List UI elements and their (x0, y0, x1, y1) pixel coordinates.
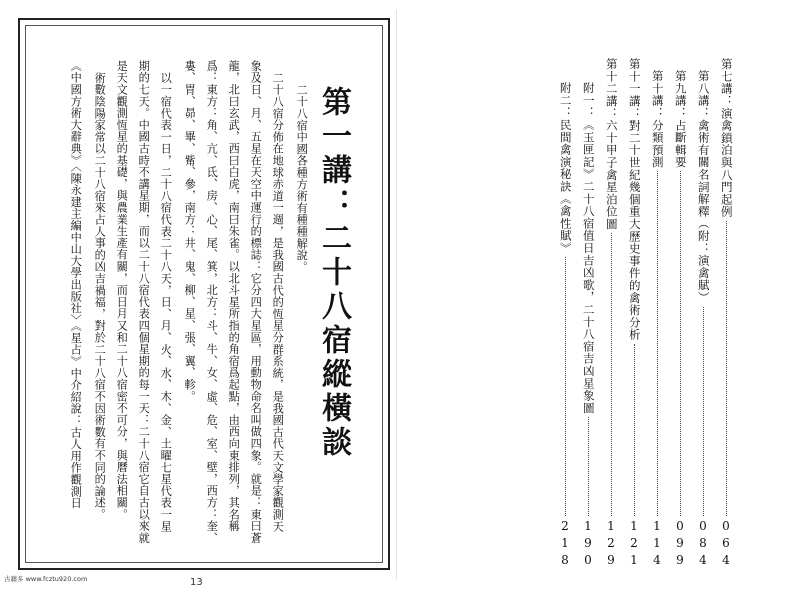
toc-leader (565, 257, 566, 516)
toc-entry (582, 82, 594, 570)
toc-entry-title: 第九講：占斷輯要 (673, 70, 688, 169)
page-number: 13 (190, 577, 203, 588)
toc-entry-title: 第十講：分類預測 (650, 70, 665, 169)
toc-entry-page: 114 (650, 519, 664, 570)
site-watermark: 古籍多 www.fcztu920.com (4, 575, 88, 583)
body-line: 婁、胃、昴、畢、觜、參，南方：井、鬼、柳、星、張、翼、軫。 (183, 60, 197, 403)
toc-entry-page: 099 (673, 519, 687, 570)
page-gutter (396, 10, 397, 580)
toc-entry (605, 58, 617, 570)
body-line: 以一宿代表一日，二十八宿代表二十八天，日、月、火、水、木、金、土曜七星代表一星 (159, 72, 173, 533)
toc-entry (720, 58, 732, 570)
toc-entry (651, 70, 663, 570)
toc-leader (611, 233, 612, 516)
toc-entry-title: 第七講：演禽鎖泊與八門起例 (719, 58, 734, 218)
toc-entry-title: 附一：《玉匣記》二十八宿值日吉凶歌，二十八宿吉凶星象圖 (581, 82, 596, 415)
left-page (18, 18, 390, 570)
body-line: 是天文觀測恆星的基礎，與農業生產有關，而日月又和二十八宿密不可分，與曆法相關。 (115, 60, 129, 521)
toc-entry (628, 58, 640, 570)
body-line: 二十八宿分佈在地球赤道一週，是我國古代的恆星分群系統，是我國古代天文學家觀測天 (271, 72, 285, 533)
toc-leader (657, 171, 658, 516)
toc-entry-page: 121 (627, 519, 641, 570)
toc-leader (703, 307, 704, 516)
toc-leader (588, 417, 589, 516)
toc-entry (697, 70, 709, 570)
body-line: 二十八宿中國各種方術有種種解說。 (295, 84, 309, 273)
body-line: 術數陰陽家常以二十八宿來占人事的凶吉禍福，對於二十八宿不因術數有不同的論述。 (93, 72, 107, 521)
body-line: 爲：東方：角、亢、氐、房、心、尾、箕，北方：斗、牛、女、虛、危、室、壁，西方：奎、 (205, 60, 219, 544)
toc-entry-title: 第八講：禽術有關名詞解釋（附：演禽賦） (696, 70, 711, 304)
body-line: 象及日、月、五星在天空中運行的標誌：它分四大星區，用動物命名叫做四象。就是：東曰蒼 (249, 60, 263, 544)
right-page-toc (404, 18, 776, 570)
chapter-title: 第一講：二十八宿縱橫談 (316, 86, 351, 460)
toc-entry-page: 190 (581, 519, 595, 570)
toc-leader (726, 221, 727, 516)
toc-entry (674, 70, 686, 570)
toc-entry-title: 附二：民間禽演秘訣《禽性賦》 (558, 82, 573, 255)
toc-entry-page: 218 (558, 519, 572, 570)
toc-entry (559, 82, 571, 570)
toc-entry-page: 084 (696, 519, 710, 570)
toc-entry-title: 第十二講：六十甲子禽星泊位圖 (604, 58, 619, 231)
toc-leader (634, 344, 635, 516)
body-line: 龍，北曰玄武，西曰白虎，南曰朱雀。以北斗星所指的角宿爲起點，由西向東排列，其名稱 (227, 60, 241, 532)
toc-entry-title: 第十一講：對二十世紀幾個重大歷史事件的禽術分析 (627, 58, 642, 341)
body-line: 《中國方術大辭典》〈陳永建主編中山大學出版社〉《星占》中介紹說：古人用作觀測日 (69, 60, 83, 509)
body-line: 期的七天。中國古時不講星期，而以二十八宿代表四個星期的每一天：二十八宿它自古以來就 (137, 60, 151, 544)
toc-leader (680, 171, 681, 516)
toc-entry-page: 064 (719, 519, 733, 570)
toc-entry-page: 129 (604, 519, 618, 570)
